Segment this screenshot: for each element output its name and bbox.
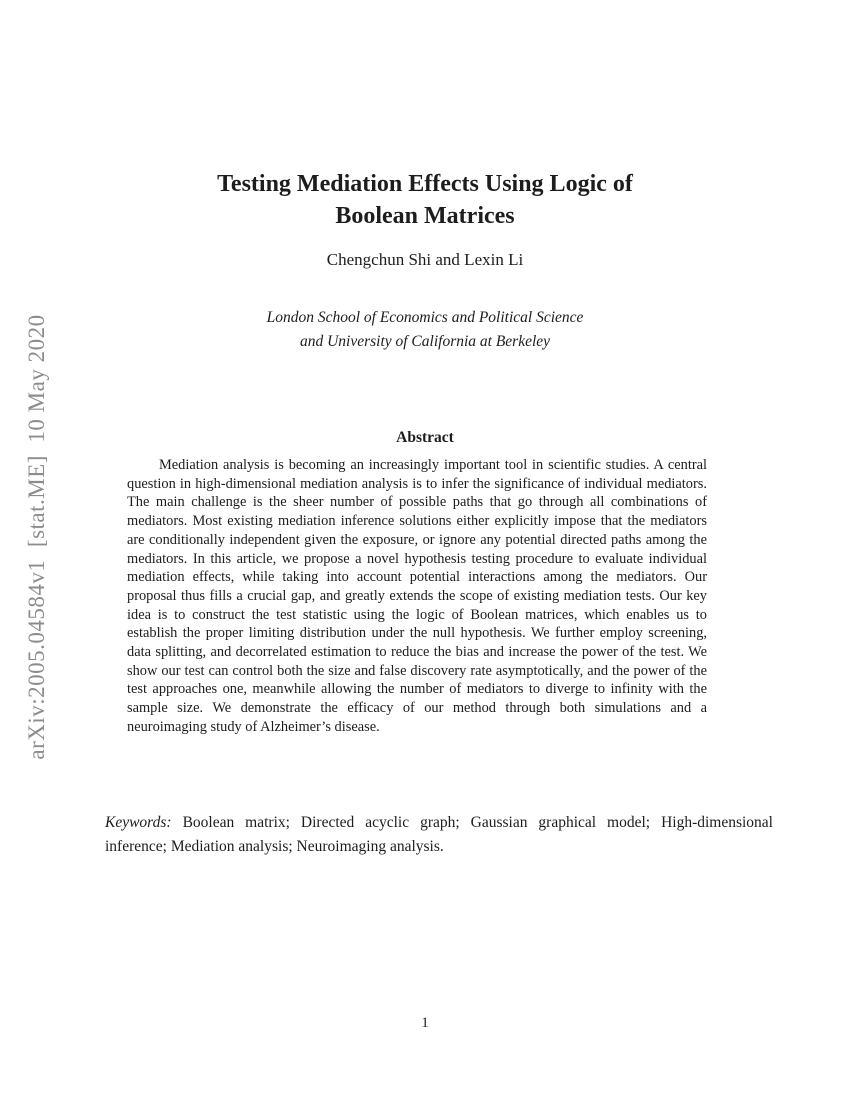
- arxiv-watermark: arXiv:2005.04584v1 [stat.ME] 10 May 2020: [24, 314, 49, 760]
- paper-title: [0, 168, 850, 232]
- authors-line: Chengchun Shi and Lexin Li: [326, 250, 524, 269]
- page-number: 1: [421, 1015, 429, 1031]
- keywords-text: Boolean matrix; Directed acyclic graph; Gaussian graphical model; High-dimensional inference; Mediation analysis; Neuroimaging analysis.: [105, 814, 773, 855]
- keywords-label: Keywords:: [105, 814, 172, 831]
- affiliation-block: [0, 306, 850, 354]
- paper-title-line-2: Boolean Matrices: [335, 203, 515, 229]
- abstract-heading: Abstract: [396, 429, 454, 446]
- abstract-text: Mediation analysis is becoming an increasingly important tool in scientific studies. A central question in high-dimensional mediation analysis is to infer the significance of individual mediators. The main challenge is the sheer number of possible paths that go through all combinations of mediators. Most existing mediation inference solutions either explicitly impose that the mediators are conditionally independent given the exposure, or ignore any potential directed paths among the mediators. In this article, we propose a novel hypothesis testing procedure to evaluate individual mediation effects, while taking into account potential interactions among the mediators. Our proposal thus fills a crucial gap, and greatly extends the scope of existing mediation tests. Our key idea is to construct the test statistic using the logic of Boolean matrices, which enables us to establish the proper limiting distribution under the null hypothesis. We further employ screening, data splitting, and decorrelated estimation to reduce the bias and increase the power of the test. We show our test can control both the size and false discovery rate asymptotically, and the power of the test approaches one, meanwhile allowing the number of mediators to diverge to infinity with the sample size. We demonstrate the efficacy of our method through both simulations and a neuroimaging study of Alzheimer’s disease.: [127, 457, 707, 735]
- paper-title-line-1: Testing Mediation Effects Using Logic of: [217, 171, 633, 197]
- affiliation-line-1: London School of Economics and Political Science: [266, 309, 584, 326]
- keywords-block: [105, 811, 773, 859]
- affiliation-line-2: and University of California at Berkeley: [299, 333, 551, 350]
